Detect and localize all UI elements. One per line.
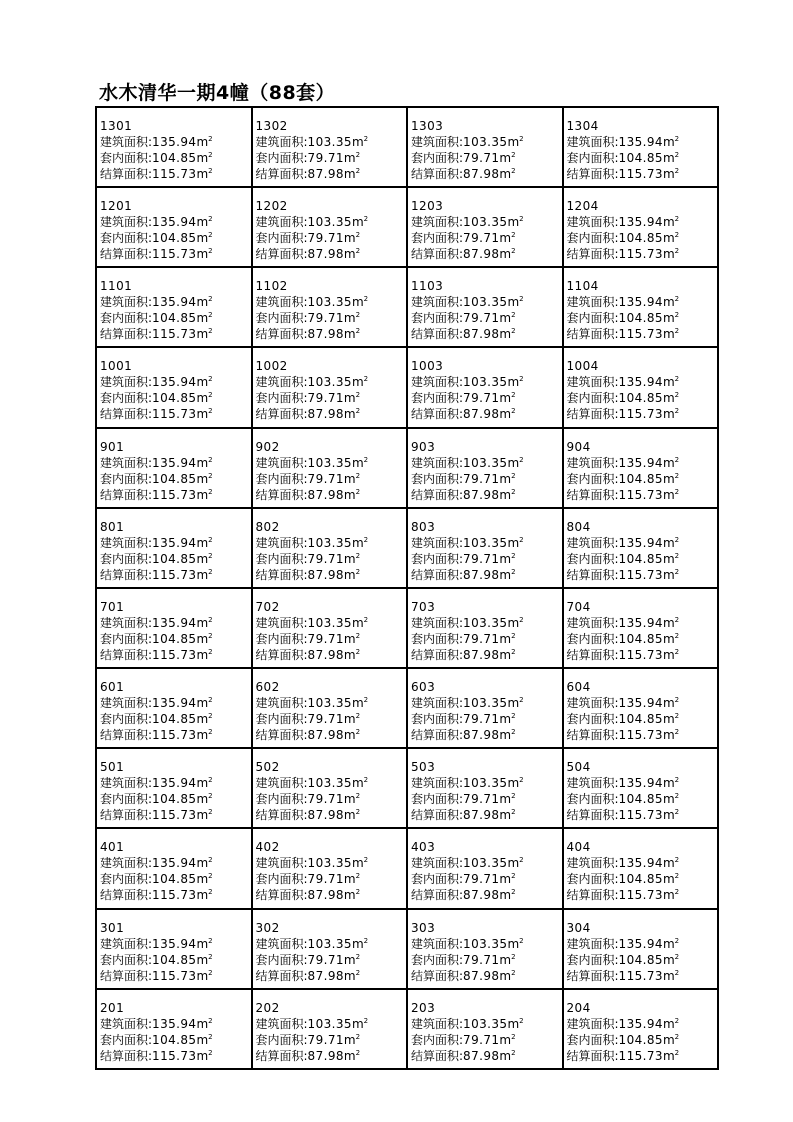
settlement-area: 结算面积$:115.73m^2$ bbox=[100, 487, 213, 502]
settlement-area: 结算面积$:87.98m^2$ bbox=[411, 247, 516, 262]
building-area: 建筑面积$:103.35m^2$ bbox=[411, 936, 524, 951]
unit-cell bbox=[408, 268, 564, 348]
building-area: 建筑面积$:135.94m^2$ bbox=[100, 375, 213, 390]
building-area: 建筑面积$:103.35m^2$ bbox=[255, 776, 369, 791]
building-area: 建筑面积$:135.94m^2$ bbox=[100, 776, 213, 791]
room-number: 601 bbox=[100, 680, 125, 695]
inner-area: 套内面积$:104.85m^2$ bbox=[566, 231, 680, 246]
inner-area: 套内面积$:79.71m^2$ bbox=[411, 792, 516, 807]
settlement-area: 结算面积$:87.98m^2$ bbox=[411, 487, 516, 502]
building-area: 建筑面积$:103.35m^2$ bbox=[255, 936, 369, 951]
inner-area: 套内面积$:104.85m^2$ bbox=[100, 792, 213, 807]
unit-cell bbox=[97, 429, 253, 509]
room-number: 503 bbox=[411, 760, 436, 775]
settlement-area: 结算面积$:87.98m^2$ bbox=[411, 1048, 516, 1063]
unit-cell bbox=[564, 990, 720, 1070]
unit-cell bbox=[408, 669, 564, 749]
inner-area: 套内面积$:79.71m^2$ bbox=[411, 712, 516, 727]
room-number: 1301 bbox=[100, 119, 133, 133]
unit-cell bbox=[564, 749, 720, 829]
room-number: 203 bbox=[411, 1000, 436, 1015]
unit-cell bbox=[408, 589, 564, 669]
inner-area: 套内面积$:104.85m^2$ bbox=[100, 712, 213, 727]
room-number: 304 bbox=[566, 920, 591, 935]
unit-cell bbox=[564, 108, 720, 188]
unit-cell bbox=[253, 429, 409, 509]
building-area: 建筑面积$:135.94m^2$ bbox=[566, 615, 680, 630]
unit-cell bbox=[97, 509, 253, 589]
building-area: 建筑面积$:135.94m^2$ bbox=[566, 776, 680, 791]
unit-cell bbox=[564, 348, 720, 428]
settlement-area: 结算面积$:115.73m^2$ bbox=[100, 327, 213, 342]
building-area: 建筑面积$:135.94m^2$ bbox=[100, 295, 213, 310]
settlement-area: 结算面积$:115.73m^2$ bbox=[566, 888, 680, 903]
settlement-area: 结算面积$:87.98m^2$ bbox=[255, 167, 361, 181]
building-area: 建筑面积$:135.94m^2$ bbox=[100, 535, 213, 550]
unit-table bbox=[95, 106, 719, 1070]
building-area: 建筑面积$:103.35m^2$ bbox=[255, 215, 369, 230]
unit-cell bbox=[253, 188, 409, 268]
room-number: 401 bbox=[100, 840, 125, 855]
unit-cell bbox=[253, 990, 409, 1070]
settlement-area: 结算面积$:115.73m^2$ bbox=[100, 808, 213, 823]
inner-area: 套内面积$:104.85m^2$ bbox=[100, 311, 213, 326]
room-number: 301 bbox=[100, 920, 125, 935]
inner-area: 套内面积$:79.71m^2$ bbox=[411, 311, 516, 326]
settlement-area: 结算面积$:115.73m^2$ bbox=[566, 567, 680, 582]
building-area: 建筑面积$:103.35m^2$ bbox=[255, 696, 369, 711]
inner-area: 套内面积$:104.85m^2$ bbox=[566, 151, 680, 165]
inner-area: 套内面积$:79.71m^2$ bbox=[255, 712, 361, 727]
settlement-area: 结算面积$:115.73m^2$ bbox=[100, 167, 213, 181]
inner-area: 套内面积$:104.85m^2$ bbox=[566, 311, 680, 326]
unit-cell bbox=[97, 669, 253, 749]
room-number: 604 bbox=[566, 680, 591, 695]
settlement-area: 结算面积$:87.98m^2$ bbox=[411, 407, 516, 422]
settlement-area: 结算面积$:115.73m^2$ bbox=[566, 327, 680, 342]
building-area: 建筑面积$:135.94m^2$ bbox=[566, 856, 680, 871]
settlement-area: 结算面积$:87.98m^2$ bbox=[255, 487, 361, 502]
inner-area: 套内面积$:104.85m^2$ bbox=[100, 471, 213, 486]
inner-area: 套内面积$:104.85m^2$ bbox=[566, 631, 680, 646]
settlement-area: 结算面积$:115.73m^2$ bbox=[566, 1048, 680, 1063]
unit-cell bbox=[253, 749, 409, 829]
inner-area: 套内面积$:104.85m^2$ bbox=[566, 872, 680, 887]
inner-area: 套内面积$:79.71m^2$ bbox=[411, 151, 516, 165]
unit-cell bbox=[253, 509, 409, 589]
unit-cell bbox=[408, 348, 564, 428]
room-number: 201 bbox=[100, 1000, 125, 1015]
inner-area: 套内面积$:79.71m^2$ bbox=[255, 952, 361, 967]
settlement-area: 结算面积$:87.98m^2$ bbox=[255, 968, 361, 983]
building-area: 建筑面积$:103.35m^2$ bbox=[255, 1016, 369, 1031]
settlement-area: 结算面积$:115.73m^2$ bbox=[566, 808, 680, 823]
room-number: 502 bbox=[255, 760, 280, 775]
settlement-area: 结算面积$:115.73m^2$ bbox=[100, 647, 213, 662]
building-area: 建筑面积$:135.94m^2$ bbox=[100, 615, 213, 630]
room-number: 702 bbox=[255, 599, 280, 614]
settlement-area: 结算面积$:87.98m^2$ bbox=[255, 407, 361, 422]
inner-area: 套内面积$:104.85m^2$ bbox=[100, 551, 213, 566]
unit-cell bbox=[564, 429, 720, 509]
unit-cell bbox=[408, 509, 564, 589]
unit-cell bbox=[408, 829, 564, 909]
room-number: 901 bbox=[100, 439, 125, 454]
unit-cell bbox=[97, 910, 253, 990]
building-area: 建筑面积$:103.35m^2$ bbox=[411, 776, 524, 791]
room-number: 1202 bbox=[255, 199, 288, 214]
inner-area: 套内面积$:104.85m^2$ bbox=[100, 872, 213, 887]
unit-cell bbox=[564, 509, 720, 589]
unit-cell bbox=[253, 348, 409, 428]
building-area: 建筑面积$:103.35m^2$ bbox=[411, 535, 524, 550]
building-area: 建筑面积$:103.35m^2$ bbox=[255, 375, 369, 390]
room-number: 704 bbox=[566, 599, 591, 614]
room-number: 703 bbox=[411, 599, 436, 614]
building-area: 建筑面积$:135.94m^2$ bbox=[566, 455, 680, 470]
inner-area: 套内面积$:79.71m^2$ bbox=[255, 631, 361, 646]
unit-cell bbox=[564, 669, 720, 749]
unit-cell bbox=[564, 829, 720, 909]
building-area: 建筑面积$:135.94m^2$ bbox=[566, 1016, 680, 1031]
building-area: 建筑面积$:135.94m^2$ bbox=[100, 696, 213, 711]
inner-area: 套内面积$:79.71m^2$ bbox=[411, 952, 516, 967]
settlement-area: 结算面积$:87.98m^2$ bbox=[411, 808, 516, 823]
building-area: 建筑面积$:135.94m^2$ bbox=[566, 135, 680, 149]
unit-cell bbox=[408, 108, 564, 188]
building-area: 建筑面积$:135.94m^2$ bbox=[566, 696, 680, 711]
room-number: 1204 bbox=[566, 199, 599, 214]
settlement-area: 结算面积$:115.73m^2$ bbox=[100, 567, 213, 582]
room-number: 603 bbox=[411, 680, 436, 695]
unit-cell bbox=[564, 188, 720, 268]
unit-cell bbox=[408, 749, 564, 829]
settlement-area: 结算面积$:115.73m^2$ bbox=[566, 647, 680, 662]
inner-area: 套内面积$:79.71m^2$ bbox=[255, 231, 361, 246]
building-area: 建筑面积$:103.35m^2$ bbox=[411, 856, 524, 871]
inner-area: 套内面积$:79.71m^2$ bbox=[255, 551, 361, 566]
building-area: 建筑面积$:135.94m^2$ bbox=[566, 936, 680, 951]
inner-area: 套内面积$:104.85m^2$ bbox=[100, 391, 213, 406]
settlement-area: 结算面积$:87.98m^2$ bbox=[255, 567, 361, 582]
building-area: 建筑面积$:103.35m^2$ bbox=[411, 696, 524, 711]
room-number: 1002 bbox=[255, 359, 288, 374]
room-number: 904 bbox=[566, 439, 591, 454]
inner-area: 套内面积$:104.85m^2$ bbox=[566, 391, 680, 406]
room-number: 303 bbox=[411, 920, 436, 935]
room-number: 801 bbox=[100, 519, 125, 534]
inner-area: 套内面积$:79.71m^2$ bbox=[411, 631, 516, 646]
room-number: 1104 bbox=[566, 279, 599, 294]
room-number: 902 bbox=[255, 439, 280, 454]
unit-cell bbox=[253, 910, 409, 990]
inner-area: 套内面积$:79.71m^2$ bbox=[411, 872, 516, 887]
unit-cell bbox=[253, 829, 409, 909]
room-number: 1303 bbox=[411, 119, 444, 133]
inner-area: 套内面积$:79.71m^2$ bbox=[255, 151, 361, 165]
inner-area: 套内面积$:104.85m^2$ bbox=[100, 151, 213, 165]
building-area: 建筑面积$:103.35m^2$ bbox=[411, 1016, 524, 1031]
settlement-area: 结算面积$:87.98m^2$ bbox=[411, 888, 516, 903]
building-area: 建筑面积$:103.35m^2$ bbox=[411, 135, 524, 149]
settlement-area: 结算面积$:115.73m^2$ bbox=[566, 167, 680, 181]
room-number: 602 bbox=[255, 680, 280, 695]
unit-cell bbox=[97, 268, 253, 348]
unit-cell bbox=[408, 990, 564, 1070]
settlement-area: 结算面积$:87.98m^2$ bbox=[255, 888, 361, 903]
room-number: 1304 bbox=[566, 119, 599, 133]
room-number: 1103 bbox=[411, 279, 444, 294]
room-number: 202 bbox=[255, 1000, 280, 1015]
room-number: 501 bbox=[100, 760, 125, 775]
settlement-area: 结算面积$:115.73m^2$ bbox=[566, 968, 680, 983]
building-area: 建筑面积$:103.35m^2$ bbox=[411, 455, 524, 470]
settlement-area: 结算面积$:115.73m^2$ bbox=[100, 407, 213, 422]
inner-area: 套内面积$:79.71m^2$ bbox=[411, 1032, 516, 1047]
building-area: 建筑面积$:103.35m^2$ bbox=[411, 295, 524, 310]
inner-area: 套内面积$:104.85m^2$ bbox=[566, 952, 680, 967]
unit-cell bbox=[253, 589, 409, 669]
settlement-area: 结算面积$:87.98m^2$ bbox=[255, 1048, 361, 1063]
building-area: 建筑面积$:103.35m^2$ bbox=[255, 295, 369, 310]
room-number: 701 bbox=[100, 599, 125, 614]
unit-cell bbox=[253, 669, 409, 749]
settlement-area: 结算面积$:115.73m^2$ bbox=[100, 247, 213, 262]
settlement-area: 结算面积$:87.98m^2$ bbox=[411, 327, 516, 342]
room-number: 1203 bbox=[411, 199, 444, 214]
building-area: 建筑面积$:103.35m^2$ bbox=[411, 615, 524, 630]
inner-area: 套内面积$:79.71m^2$ bbox=[255, 391, 361, 406]
settlement-area: 结算面积$:87.98m^2$ bbox=[411, 968, 516, 983]
building-area: 建筑面积$:135.94m^2$ bbox=[100, 936, 213, 951]
room-number: 1003 bbox=[411, 359, 444, 374]
inner-area: 套内面积$:104.85m^2$ bbox=[100, 1032, 213, 1047]
building-area: 建筑面积$:135.94m^2$ bbox=[100, 856, 213, 871]
building-area: 建筑面积$:103.35m^2$ bbox=[255, 535, 369, 550]
unit-cell bbox=[97, 749, 253, 829]
room-number: 1201 bbox=[100, 199, 133, 214]
inner-area: 套内面积$:104.85m^2$ bbox=[100, 952, 213, 967]
inner-area: 套内面积$:104.85m^2$ bbox=[566, 471, 680, 486]
room-number: 1001 bbox=[100, 359, 133, 374]
inner-area: 套内面积$:79.71m^2$ bbox=[411, 551, 516, 566]
unit-cell bbox=[97, 108, 253, 188]
inner-area: 套内面积$:104.85m^2$ bbox=[566, 1032, 680, 1047]
settlement-area: 结算面积$:115.73m^2$ bbox=[566, 487, 680, 502]
room-number: 1101 bbox=[100, 279, 133, 294]
inner-area: 套内面积$:104.85m^2$ bbox=[566, 551, 680, 566]
building-area: 建筑面积$:135.94m^2$ bbox=[566, 295, 680, 310]
room-number: 903 bbox=[411, 439, 436, 454]
inner-area: 套内面积$:104.85m^2$ bbox=[566, 792, 680, 807]
room-number: 1102 bbox=[255, 279, 288, 294]
inner-area: 套内面积$:79.71m^2$ bbox=[255, 1032, 361, 1047]
inner-area: 套内面积$:79.71m^2$ bbox=[255, 471, 361, 486]
unit-cell bbox=[564, 910, 720, 990]
building-area: 建筑面积$:135.94m^2$ bbox=[566, 215, 680, 230]
inner-area: 套内面积$:79.71m^2$ bbox=[411, 391, 516, 406]
building-area: 建筑面积$:103.35m^2$ bbox=[255, 455, 369, 470]
settlement-area: 结算面积$:87.98m^2$ bbox=[411, 567, 516, 582]
settlement-area: 结算面积$:115.73m^2$ bbox=[566, 407, 680, 422]
unit-cell bbox=[97, 990, 253, 1070]
building-area: 建筑面积$:135.94m^2$ bbox=[566, 375, 680, 390]
unit-cell bbox=[253, 268, 409, 348]
room-number: 802 bbox=[255, 519, 280, 534]
building-area: 建筑面积$:103.35m^2$ bbox=[411, 375, 524, 390]
unit-cell bbox=[408, 429, 564, 509]
settlement-area: 结算面积$:115.73m^2$ bbox=[100, 888, 213, 903]
settlement-area: 结算面积$:87.98m^2$ bbox=[255, 808, 361, 823]
inner-area: 套内面积$:79.71m^2$ bbox=[255, 792, 361, 807]
unit-cell bbox=[97, 589, 253, 669]
settlement-area: 结算面积$:115.73m^2$ bbox=[100, 1048, 213, 1063]
building-area: 建筑面积$:135.94m^2$ bbox=[100, 455, 213, 470]
unit-cell bbox=[97, 829, 253, 909]
building-area: 建筑面积$:135.94m^2$ bbox=[100, 1016, 213, 1031]
room-number: 302 bbox=[255, 920, 280, 935]
settlement-area: 结算面积$:87.98m^2$ bbox=[411, 167, 516, 181]
settlement-area: 结算面积$:115.73m^2$ bbox=[566, 728, 680, 743]
inner-area: 套内面积$:79.71m^2$ bbox=[255, 311, 361, 326]
room-number: 1004 bbox=[566, 359, 599, 374]
unit-cell bbox=[564, 268, 720, 348]
settlement-area: 结算面积$:87.98m^2$ bbox=[411, 728, 516, 743]
building-area: 建筑面积$:103.35m^2$ bbox=[255, 856, 369, 871]
unit-cell bbox=[253, 108, 409, 188]
building-area: 建筑面积$:103.35m^2$ bbox=[411, 215, 524, 230]
room-number: 504 bbox=[566, 760, 591, 775]
settlement-area: 结算面积$:87.98m^2$ bbox=[411, 647, 516, 662]
settlement-area: 结算面积$:115.73m^2$ bbox=[100, 728, 213, 743]
room-number: 404 bbox=[566, 840, 591, 855]
building-area: 建筑面积$:135.94m^2$ bbox=[100, 135, 213, 149]
settlement-area: 结算面积$:87.98m^2$ bbox=[255, 327, 361, 342]
unit-cell bbox=[408, 188, 564, 268]
settlement-area: 结算面积$:87.98m^2$ bbox=[255, 247, 361, 262]
inner-area: 套内面积$:79.71m^2$ bbox=[411, 231, 516, 246]
room-number: 204 bbox=[566, 1000, 591, 1015]
inner-area: 套内面积$:104.85m^2$ bbox=[100, 231, 213, 246]
room-number: 403 bbox=[411, 840, 436, 855]
settlement-area: 结算面积$:115.73m^2$ bbox=[100, 968, 213, 983]
settlement-area: 结算面积$:87.98m^2$ bbox=[255, 728, 361, 743]
building-area: 建筑面积$:103.35m^2$ bbox=[255, 615, 369, 630]
inner-area: 套内面积$:104.85m^2$ bbox=[566, 712, 680, 727]
room-number: 804 bbox=[566, 519, 591, 534]
building-area: 建筑面积$:135.94m^2$ bbox=[100, 215, 213, 230]
room-number: 1302 bbox=[255, 119, 288, 133]
unit-cell bbox=[97, 348, 253, 428]
settlement-area: 结算面积$:115.73m^2$ bbox=[566, 247, 680, 262]
inner-area: 套内面积$:79.71m^2$ bbox=[411, 471, 516, 486]
settlement-area: 结算面积$:87.98m^2$ bbox=[255, 647, 361, 662]
unit-cell bbox=[97, 188, 253, 268]
room-number: 402 bbox=[255, 840, 280, 855]
inner-area: 套内面积$:79.71m^2$ bbox=[255, 872, 361, 887]
building-area: 建筑面积$:135.94m^2$ bbox=[566, 535, 680, 550]
room-number: 803 bbox=[411, 519, 436, 534]
inner-area: 套内面积$:104.85m^2$ bbox=[100, 631, 213, 646]
page-title: 水木清华一期4幢（88套） bbox=[99, 82, 336, 104]
unit-cell bbox=[408, 910, 564, 990]
building-area: 建筑面积$:103.35m^2$ bbox=[255, 135, 369, 149]
unit-cell bbox=[564, 589, 720, 669]
